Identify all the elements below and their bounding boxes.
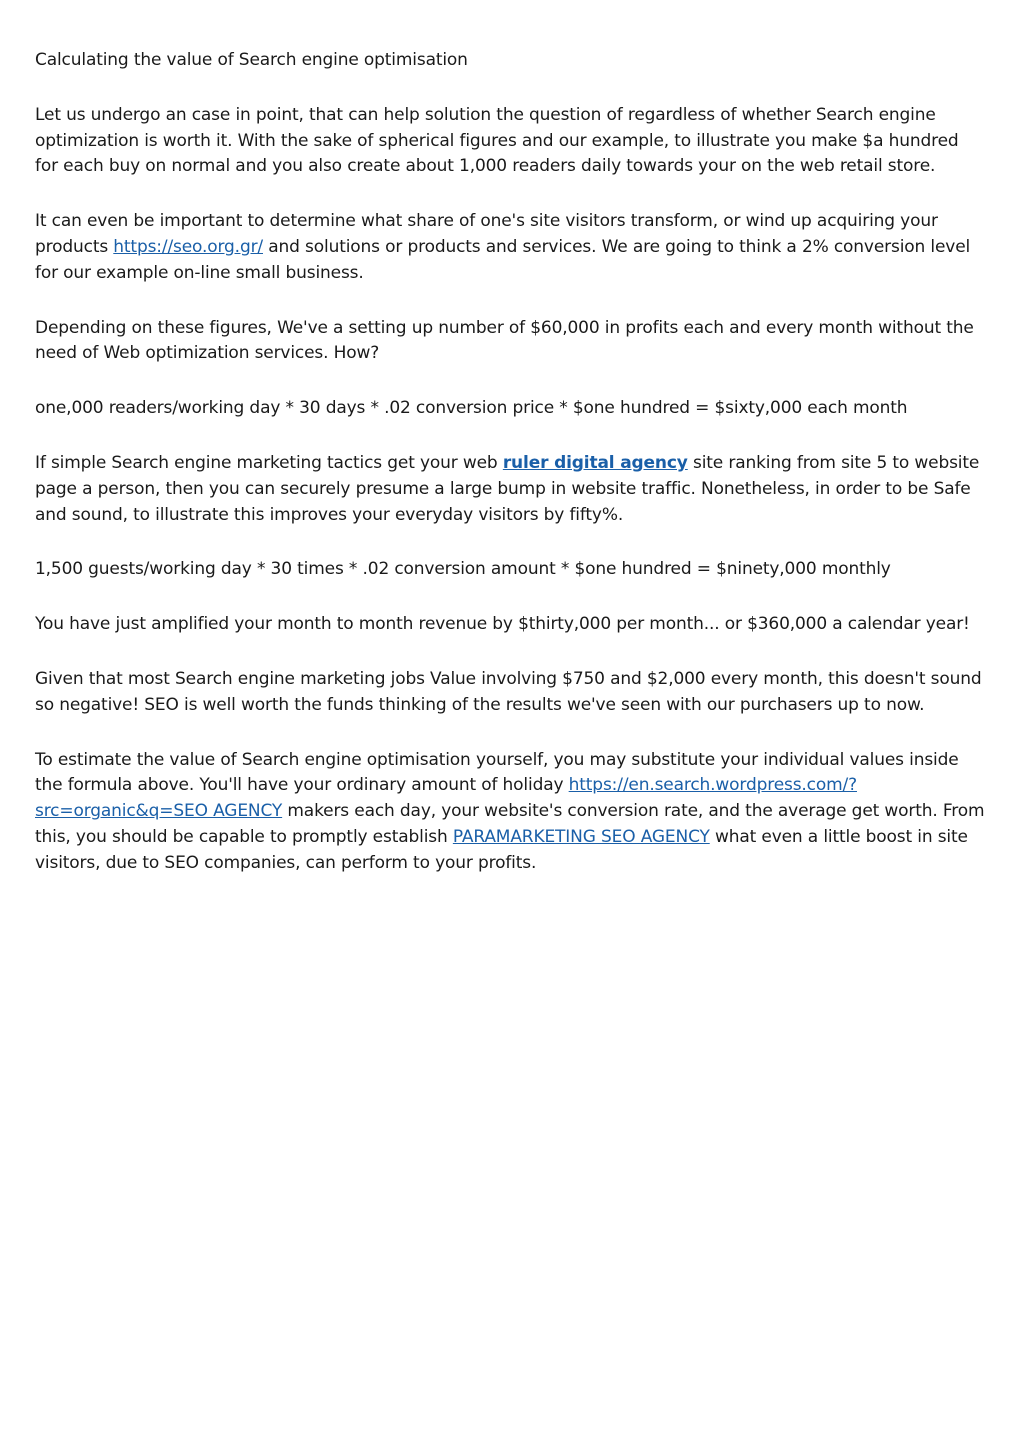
link-paramarketing-seo-agency[interactable]: PARAMARKETING SEO AGENCY — [452, 826, 710, 847]
paragraph-formula-2: 1,500 guests/working day * 30 times * .02 conversion amount * $one hundred = $ninety,000 monthly — [35, 559, 891, 580]
paragraph-estimate — [35, 748, 985, 877]
paragraph-text: what even a little boost in site visitors, due to SEO companies, can perform to your profits. — [35, 826, 968, 873]
document-page — [35, 48, 985, 906]
paragraph-conversion — [35, 209, 985, 286]
paragraph-text: It can even be important to determine what share of one's site visitors transform, or wind up acquiring your products — [35, 211, 938, 257]
paragraph-text: and solutions or products and services. We are going to think a 2% conversion level for our example on-line small business. — [35, 236, 971, 283]
link-wordpress-search[interactable]: https://en.search.wordpress.com/?src=organic&q=SEO AGENCY — [35, 775, 857, 822]
paragraph-text: makers each day, your website's conversion rate, and the average get worth. From this, you should be capable to promptly establish — [35, 801, 985, 847]
paragraph-revenue: You have just amplified your month to month revenue by $thirty,000 per month... or $360,000 a calendar year! — [35, 614, 970, 635]
paragraph-text: site ranking from site 5 to website page a person, then you can securely presume a large bump in website traffic. Nonetheless, in order to be Safe and sound, to illustrate this improves your everyday visitors by fifty%. — [35, 452, 980, 525]
link-seo-org-gr[interactable]: https://seo.org.gr/ — [113, 236, 263, 257]
paragraph-text: If simple Search engine marketing tactics get your web — [35, 452, 503, 473]
document-title: Calculating the value of Search engine optimisation — [35, 50, 468, 70]
paragraph-ranking — [35, 451, 985, 528]
link-ruler-digital-agency[interactable]: ruler digital agency — [502, 452, 688, 473]
paragraph-formula-1: one,000 readers/working day * 30 days * .02 conversion price * $one hundred = $sixty,000 each month — [35, 398, 908, 419]
paragraph-cost: Given that most Search engine marketing jobs Value involving $750 and $2,000 every month, this doesn't sound so negative! SEO is well worth the funds thinking of the results we've seen with our purchasers up to now. — [35, 668, 982, 715]
paragraph-intro: Let us undergo an case in point, that can help solution the question of regardless of whether Search engine optimization is worth it. With the sake of spherical figures and our example, to illustrate you make $a hundred for each buy on normal and you also create about 1,000 readers daily towards your on the web retail store. — [35, 104, 959, 177]
paragraph-profits: Depending on these figures, We've a setting up number of $60,000 in profits each and every month without the need of Web optimization services. How? — [35, 317, 974, 364]
paragraph-text: To estimate the value of Search engine optimisation yourself, you may substitute your individual values inside the formula above. You'll have your ordinary amount of holiday — [35, 749, 959, 796]
